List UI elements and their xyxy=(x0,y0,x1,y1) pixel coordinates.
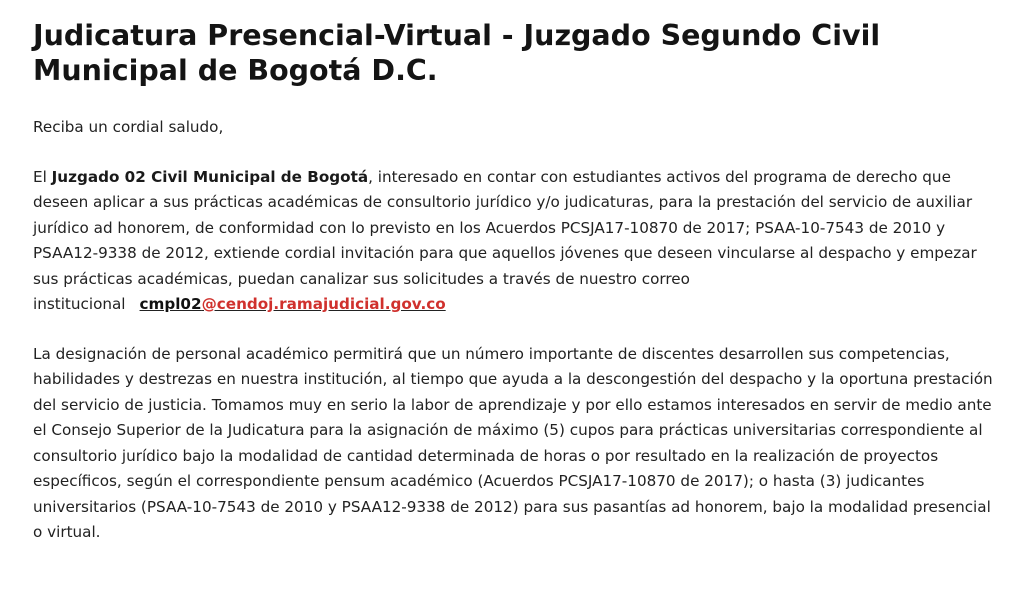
court-name: Juzgado 02 Civil Municipal de Bogotá xyxy=(51,167,369,186)
page-title: Judicatura Presencial-Virtual - Juzgado Segundo Civil Municipal de Bogotá D.C. xyxy=(33,19,881,87)
email-user: cmpl02 xyxy=(139,295,202,313)
email-domain: @cendoj.ramajudicial.gov.co xyxy=(201,295,446,313)
paragraph-body: , interesado en contar con estudiantes activos del programa de derecho que deseen aplicar a sus prácticas académicas de consultorio jurídico y/o judicaturas, para la prestación del servicio de auxiliar jurídico ad honorem, de conformidad con lo previsto en los Acuerdos PCSJA17-10870 de 2017; PSAA-10-7543 de 2010 y PSAA12-9338 de 2012, extiende cordial invitación para que aquellos jóvenes que deseen vincularse al despacho y empezar sus prácticas académicas, puedan canalizar sus solicitudes a través de nuestro correo institucional xyxy=(33,167,977,313)
greeting-text: Reciba un cordial saludo, xyxy=(33,118,224,136)
article-body xyxy=(33,115,1003,546)
article xyxy=(33,18,1003,546)
invitation-paragraph xyxy=(33,165,1003,318)
designation-paragraph: La designación de personal académico permitirá que un número importante de discentes desarrollen sus competencias, habilidades y destrezas en nuestra institución, al tiempo que ayuda a la descongestión del despacho y la oportuna prestación del servicio de justicia. Tomamos muy en serio la labor de aprendizaje y por ello estamos interesados en servir de medio ante el Consejo Superior de la Judicatura para la asignación de máximo (5) cupos para prácticas universitarias correspondiente al consultorio jurídico bajo la modalidad de cantidad determinada de horas o por resultado en la realización de proyectos específicos, según el correspondiente pensum académico (Acuerdos PCSJA17-10870 de 2017); o hasta (3) judicantes universitarios (PSAA-10-7543 de 2010 y PSAA12-9338 de 2012) para sus pasantías ad honorem, bajo la modalidad presencial o virtual. xyxy=(33,344,993,541)
paragraph-prefix: El xyxy=(33,167,52,186)
email-link[interactable] xyxy=(140,295,446,313)
